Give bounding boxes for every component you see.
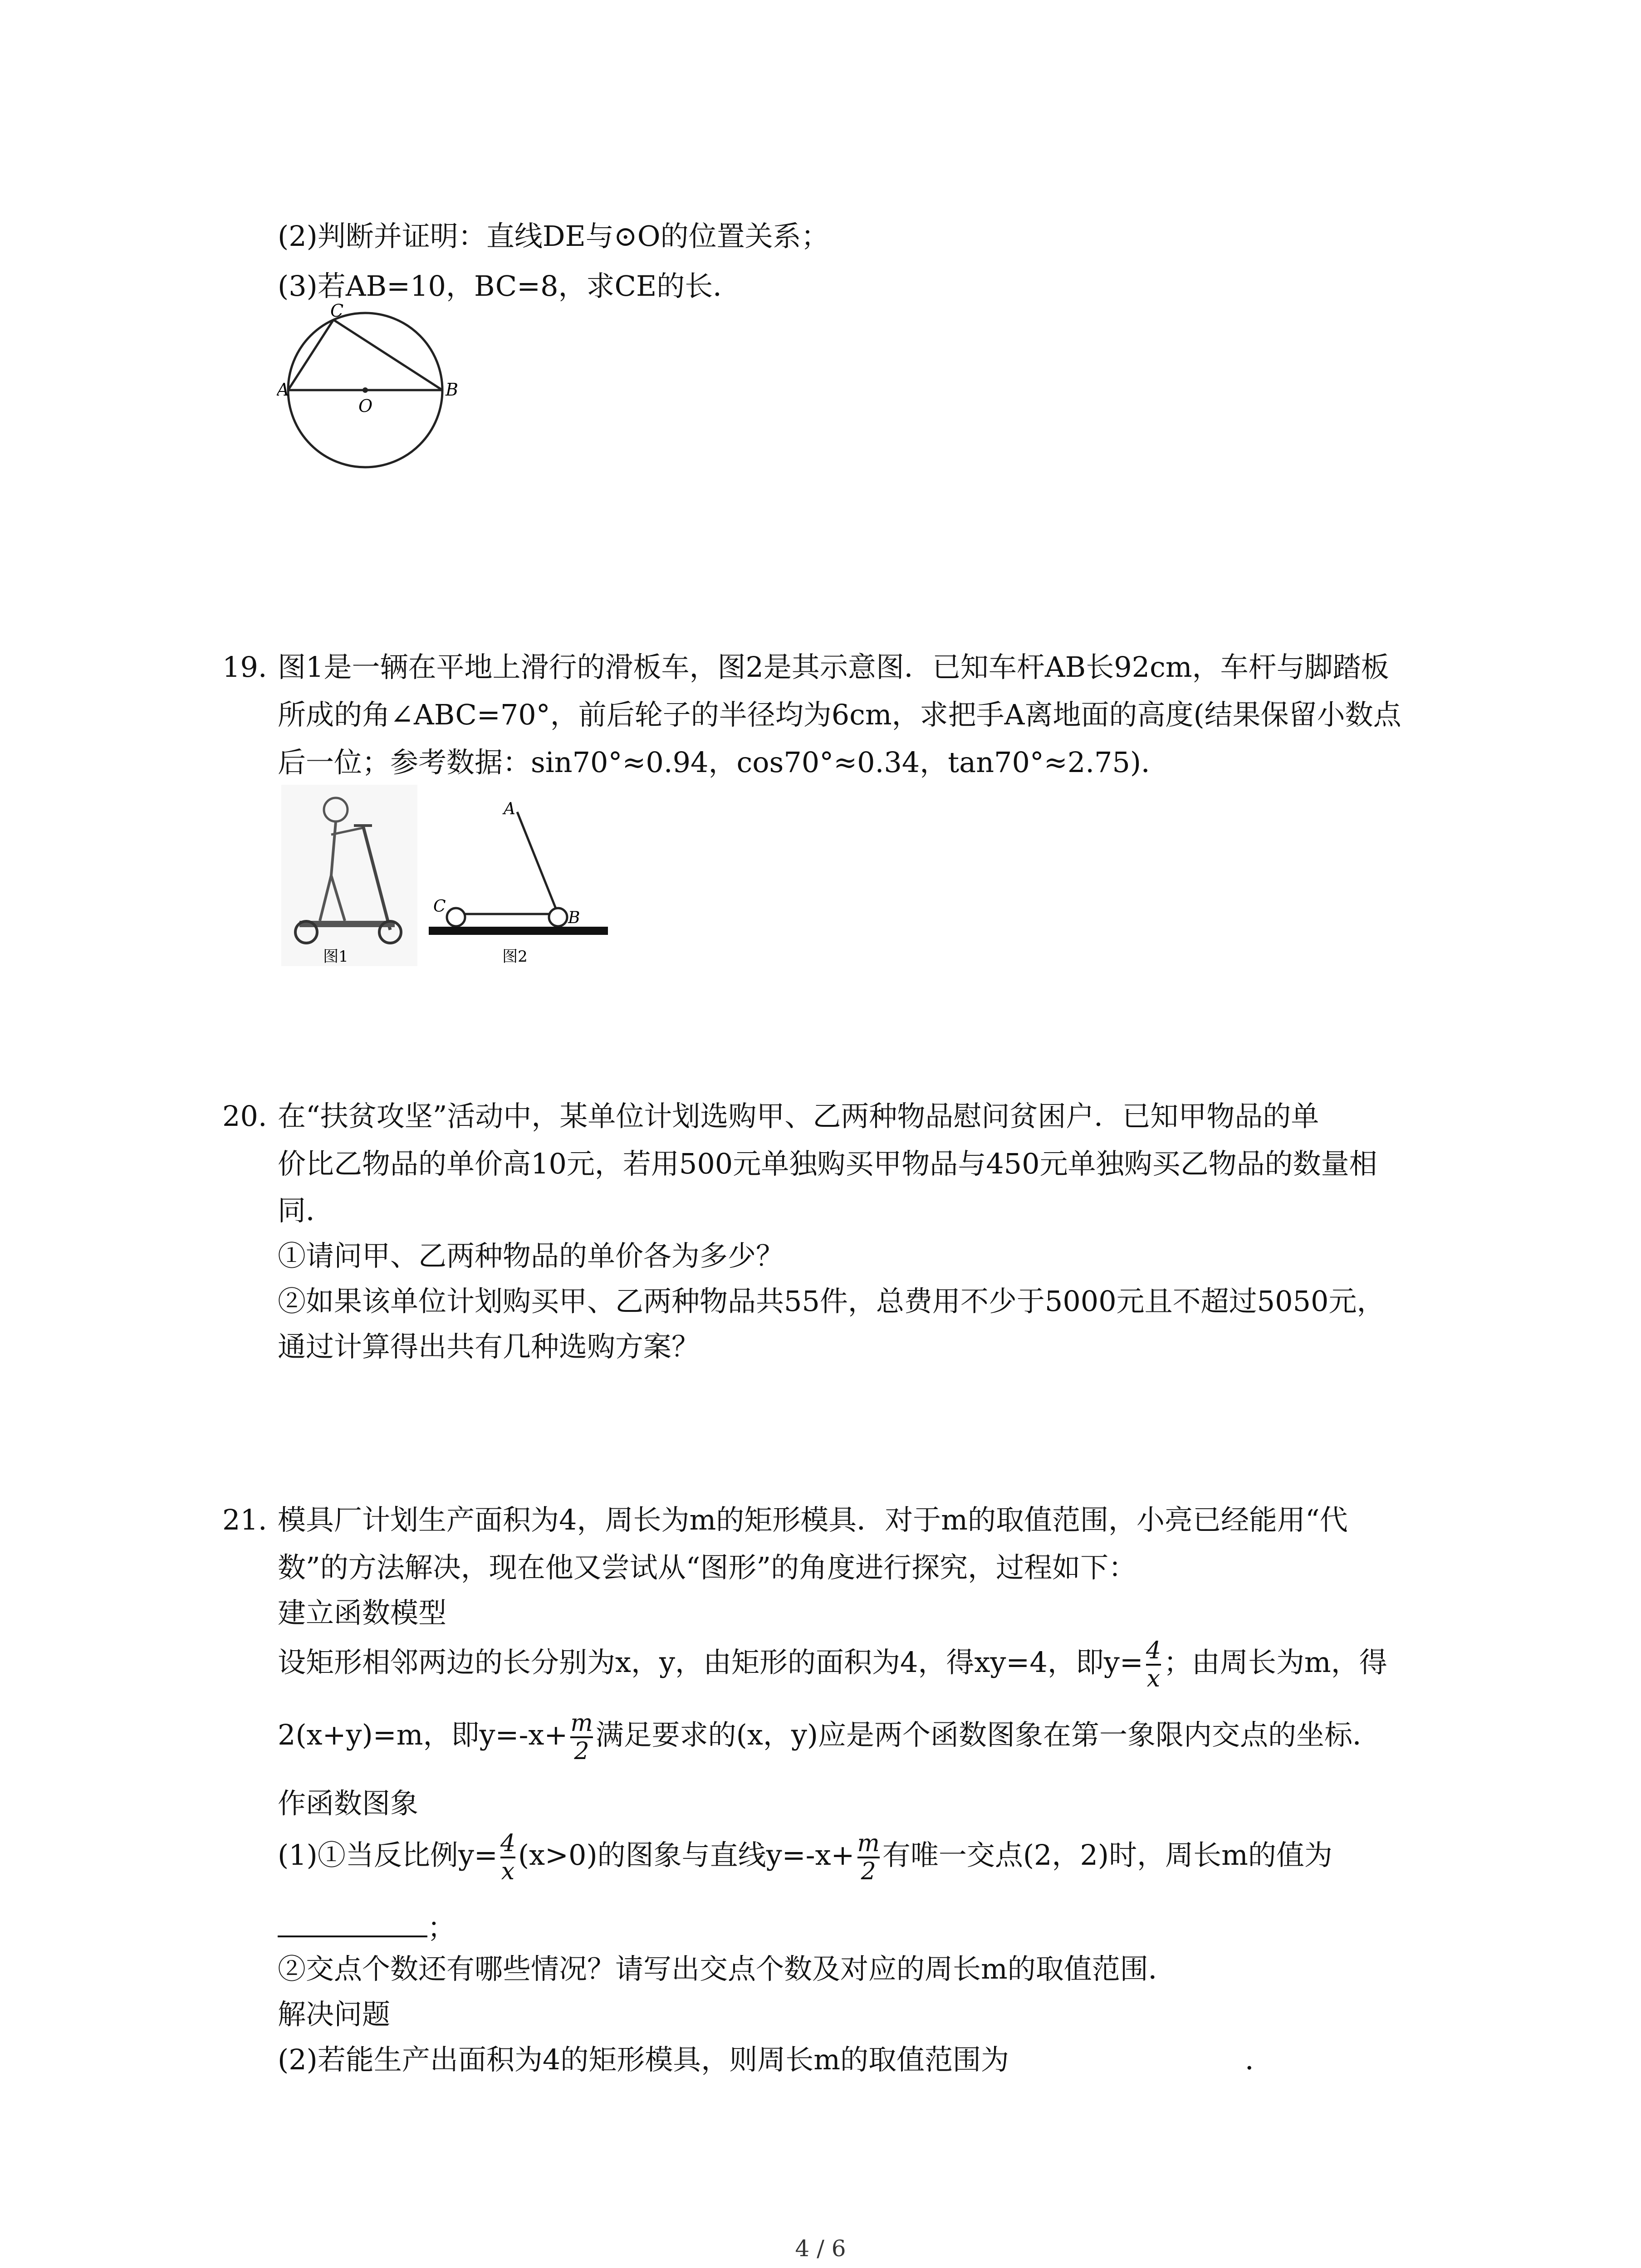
q21-number: 21. <box>222 1503 267 1536</box>
label-c: C <box>330 301 344 321</box>
q19-number: 19. <box>222 650 267 684</box>
q21-part1-answer: ； <box>278 1912 456 1942</box>
rod-ab <box>517 812 558 914</box>
q20-item2: ②如果该单位计划购买甲、乙两种物品共55件，总费用不少于5000元且不超过5050元， <box>278 1285 1385 1318</box>
fraction-m-over-2: $\frac{m}{2}$ <box>570 1710 593 1765</box>
fig2-label-a: A <box>504 800 515 818</box>
ground <box>429 927 608 935</box>
q21-model-line1: 设矩形相邻两边的长分别为x，y，由矩形的面积为4，得xy=4，即y= $\frac{4}{x}$ ；由周长为m，得 <box>278 1637 1387 1692</box>
answer-blank[interactable] <box>278 1912 427 1937</box>
q20-line2: 价比乙物品的单价高10元，若用500元单独购买甲物品与450元单独购买乙物品的数量相 <box>278 1147 1377 1180</box>
q21-part2: (2)若能生产出面积为4的矩形模具，则周长m的取值范围为 ． <box>278 2043 1274 2076</box>
fraction-4-over-x-2: $\frac{4}{x}$ <box>500 1830 515 1885</box>
q21-line2: 数”的方法解决，现在他又尝试从“图形”的角度进行探究，过程如下： <box>278 1551 1137 1584</box>
q19-figure-2-diagram <box>422 798 612 966</box>
q20-line1: 在“扶贫攻坚”活动中，某单位计划选购甲、乙两种物品慰问贫困户．已知甲物品的单 <box>278 1100 1319 1133</box>
q21-heading-model: 建立函数模型 <box>278 1596 447 1629</box>
q20-number: 20. <box>222 1100 267 1133</box>
center-point <box>362 387 368 393</box>
chord-cb <box>333 320 442 390</box>
q21-part1-line: (1)①当反比例y= $\frac{4}{x}$ (x>0)的图象与直线y=-x+ $\frac{m}{2}$ 有唯一交点(2，2)时，周长m的值为 <box>278 1830 1332 1885</box>
q21-model-line2: 2(x+y)=m，即y=-x+ $\frac{m}{2}$ 满足要求的(x，y)应是两个函数图象在第一象限内交点的坐标． <box>278 1710 1381 1765</box>
fig2-label-c: C <box>433 897 446 916</box>
q20-line3: 同． <box>278 1194 334 1227</box>
q21-heading-graph: 作函数图象 <box>278 1787 419 1820</box>
q18-circle-figure <box>277 299 467 476</box>
q20-item2-cont: 通过计算得出共有几种选购方案？ <box>278 1330 700 1363</box>
fig2-label-b: B <box>568 909 580 927</box>
q19-figure-1-scooter-photo <box>281 785 417 966</box>
fig1-caption: 图1 <box>323 948 348 966</box>
chord-ac <box>288 320 333 390</box>
q19-line3: 后一位；参考数据：sin70°≈0.94，cos70°≈0.34，tan70°≈2.75)． <box>278 746 1170 779</box>
q19-line2: 所成的角∠ABC=70°，前后轮子的半径均为6cm，求把手A离地面的高度(结果保留小数点 <box>278 698 1401 731</box>
fig2-caption: 图2 <box>502 948 528 966</box>
label-b: B <box>446 380 458 400</box>
fraction-4-over-x: $\frac{4}{x}$ <box>1146 1637 1161 1692</box>
q21-line1: 模具厂计划生产面积为4，周长为m的矩形模具．对于m的取值范围，小亮已经能用“代 <box>278 1503 1348 1536</box>
q21-heading-solve: 解决问题 <box>278 1998 391 2031</box>
q20-item1: ①请问甲、乙两种物品的单价各为多少？ <box>278 1239 784 1272</box>
fraction-m-over-2-2: $\frac{m}{2}$ <box>857 1830 880 1885</box>
q19-line1: 图1是一辆在平地上滑行的滑板车，图2是其示意图．已知车杆AB长92cm，车杆与脚踏板 <box>278 650 1389 684</box>
page-number: 4 / 6 <box>795 2235 846 2262</box>
q18-part2: (2)判断并证明：直线DE与⊙O的位置关系； <box>278 220 829 253</box>
label-a: A <box>277 380 289 400</box>
q21-part1-2: ②交点个数还有哪些情况？请写出交点个数及对应的周长m的取值范围． <box>278 1952 1176 1985</box>
q18-part3: (3)若AB=10，BC=8，求CE的长． <box>278 269 741 303</box>
label-o: O <box>358 396 373 416</box>
rear-wheel <box>447 908 465 926</box>
front-wheel <box>549 908 567 926</box>
